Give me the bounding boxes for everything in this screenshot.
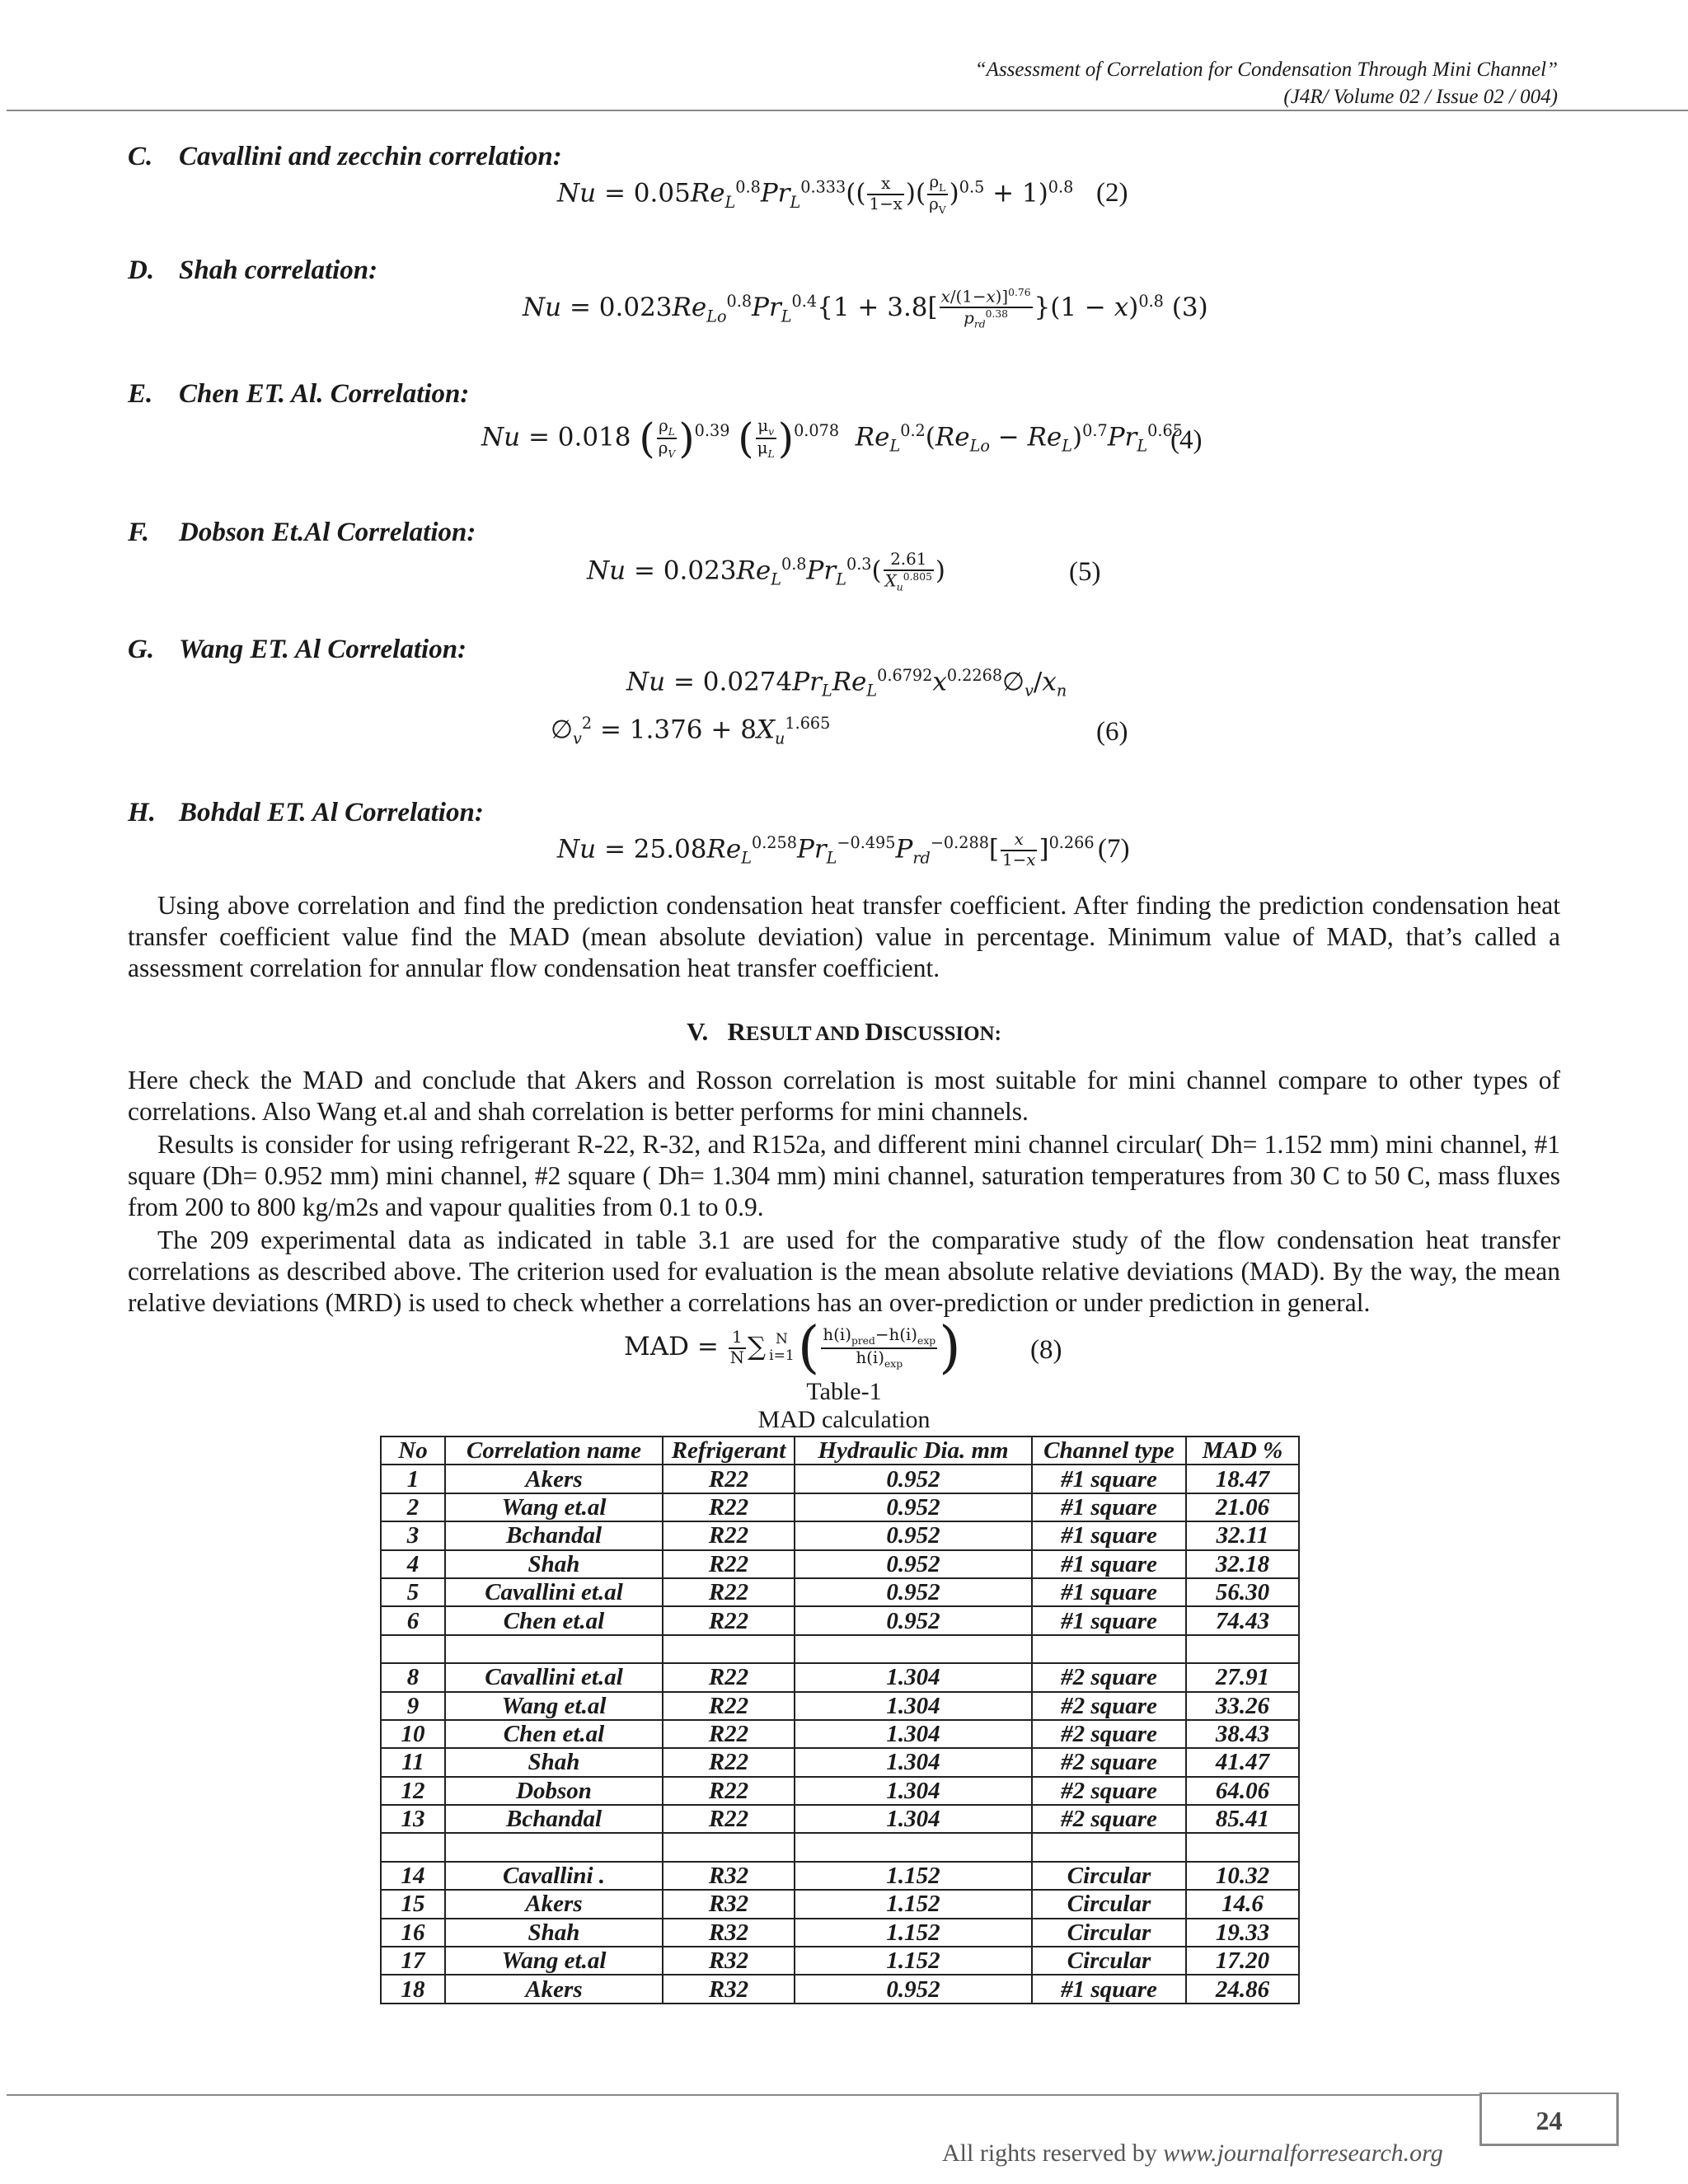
table-cell: 13 xyxy=(381,1805,445,1833)
running-header xyxy=(975,56,1558,110)
section-g-heading xyxy=(128,635,467,665)
section-title: Dobson Et.Al Correlation: xyxy=(179,518,476,547)
table-cell: 0.952 xyxy=(795,1578,1032,1606)
table-cell xyxy=(445,1635,663,1663)
table-row xyxy=(381,1919,1299,1947)
section-letter: D. xyxy=(128,255,155,285)
heading-numeral: V. xyxy=(687,1017,709,1046)
table-cell: 32.18 xyxy=(1186,1550,1299,1578)
footer-divider xyxy=(7,2094,1480,2096)
table-row xyxy=(381,1805,1299,1833)
section-title: Cavallini and zecchin correlation: xyxy=(179,142,562,171)
equation-number: (8) xyxy=(1030,1335,1062,1365)
table-row xyxy=(381,1606,1299,1634)
table-cell xyxy=(1186,1833,1299,1861)
table-cell: R22 xyxy=(663,1521,795,1549)
table-header-row xyxy=(381,1436,1299,1465)
table-row xyxy=(381,1521,1299,1549)
table-cell: R32 xyxy=(663,1975,795,2003)
table-cell: 6 xyxy=(381,1606,445,1634)
table-cell: 4 xyxy=(381,1550,445,1578)
section-d-heading xyxy=(128,255,377,286)
table-cell: 1 xyxy=(381,1465,445,1493)
column-header: MAD % xyxy=(1186,1436,1299,1465)
column-header: Refrigerant xyxy=(663,1436,795,1465)
section-title: Shah correlation: xyxy=(179,255,378,285)
table-cell: R32 xyxy=(663,1862,795,1890)
table-row xyxy=(381,1692,1299,1720)
table-cell: Bchandal xyxy=(445,1805,663,1833)
table-cell: Circular xyxy=(1032,1890,1186,1918)
equation-wang-phi: $\emptyset_v^2 = 1.376 + 8X_u^{1.665}$ xyxy=(551,714,831,748)
table-cell: R22 xyxy=(663,1493,795,1521)
table-cell: 1.304 xyxy=(795,1748,1032,1776)
footer-site-link[interactable]: www.journalforresearch.org xyxy=(1163,2139,1443,2167)
table-cell: 41.47 xyxy=(1186,1748,1299,1776)
table-cell: Wang et.al xyxy=(445,1947,663,1975)
table-row xyxy=(381,1663,1299,1691)
table-cell: R22 xyxy=(663,1720,795,1748)
heading-rest1: ESULT AND xyxy=(745,1023,865,1045)
section-letter: H. xyxy=(128,798,156,827)
equation-number: (2) xyxy=(1096,178,1128,208)
table-cell: #1 square xyxy=(1032,1465,1186,1493)
header-issue: (J4R/ Volume 02 / Issue 02 / 004) xyxy=(1283,86,1558,108)
table-cell: 16 xyxy=(381,1919,445,1947)
table-cell: Shah xyxy=(445,1919,663,1947)
table-cell xyxy=(795,1833,1032,1861)
table-cell: 15 xyxy=(381,1890,445,1918)
table-cell: Cavallini . xyxy=(445,1862,663,1890)
paragraph-text: Using above correlation and find the prediction condensation heat transfer coefficient. After finding the prediction condensation heat transfer coefficient value find the MAD (mean absolute deviation) value in percentage. Minimum value of MAD, that’s called a assessment correlation for annular flow condensation heat transfer coefficient. xyxy=(128,891,1560,982)
table-row xyxy=(381,1890,1299,1918)
table-row xyxy=(381,1720,1299,1748)
table-cell: #1 square xyxy=(1032,1975,1186,2003)
table-cell: Chen et.al xyxy=(445,1720,663,1748)
table-row xyxy=(381,1777,1299,1805)
table-cell: Circular xyxy=(1032,1947,1186,1975)
table-cell xyxy=(1032,1635,1186,1663)
table-cell: Shah xyxy=(445,1748,663,1776)
section-letter: C. xyxy=(128,142,153,171)
table-cell: #1 square xyxy=(1032,1550,1186,1578)
table-cell: 9 xyxy=(381,1692,445,1720)
table-cell: R32 xyxy=(663,1919,795,1947)
equation-cavallini: $Nu = 0.05Re_L^{0.8}Pr_L^{0.333}$(( $\frac{x}{1-x}$ )( $\frac{\rho_L}{\rho_V}$ )$^{0.5}$ + 1)$^{0.8}$ xyxy=(557,172,1074,217)
table-cell: Wang et.al xyxy=(445,1692,663,1720)
table-cell: 12 xyxy=(381,1777,445,1805)
table-cell: R22 xyxy=(663,1550,795,1578)
section-letter: G. xyxy=(128,635,155,664)
table-cell: R32 xyxy=(663,1947,795,1975)
column-header: Channel type xyxy=(1032,1436,1186,1465)
table-cell xyxy=(381,1833,445,1861)
table-cell: 64.06 xyxy=(1186,1777,1299,1805)
table-cell: R22 xyxy=(663,1578,795,1606)
table-cell: 1.304 xyxy=(795,1720,1032,1748)
table-cell: 85.41 xyxy=(1186,1805,1299,1833)
table-cell: 33.26 xyxy=(1186,1692,1299,1720)
footer-copyright xyxy=(942,2139,1443,2168)
table-cell: R22 xyxy=(663,1777,795,1805)
mad-table xyxy=(380,1436,1300,2004)
table-cell: 56.30 xyxy=(1186,1578,1299,1606)
section-h-heading xyxy=(128,798,484,828)
table-cell: 38.43 xyxy=(1186,1720,1299,1748)
table-cell: Shah xyxy=(445,1550,663,1578)
table-cell xyxy=(381,1635,445,1663)
table-cell: 10.32 xyxy=(1186,1862,1299,1890)
table-cell xyxy=(1032,1833,1186,1861)
table-cell: 0.952 xyxy=(795,1975,1032,2003)
table-cell: R22 xyxy=(663,1692,795,1720)
page-number: 24 xyxy=(1536,2106,1563,2135)
table-cell: 3 xyxy=(381,1521,445,1549)
table-cell: Wang et.al xyxy=(445,1493,663,1521)
table-cell: Akers xyxy=(445,1975,663,2003)
footer-prefix: All rights reserved by xyxy=(942,2139,1164,2167)
equation-number: (4) xyxy=(1170,425,1203,455)
table-cell: 1.152 xyxy=(795,1890,1032,1918)
table-cell: #2 square xyxy=(1032,1805,1186,1833)
table-cell: 1.304 xyxy=(795,1805,1032,1833)
table-cell: 17.20 xyxy=(1186,1947,1299,1975)
column-header: Hydraulic Dia. mm xyxy=(795,1436,1032,1465)
table-cell: 18 xyxy=(381,1975,445,2003)
table-row xyxy=(381,1833,1299,1861)
table-cell: 8 xyxy=(381,1663,445,1691)
table-row xyxy=(381,1635,1299,1663)
table-cell: 1.304 xyxy=(795,1692,1032,1720)
table-cell: 19.33 xyxy=(1186,1919,1299,1947)
table-cell: 2 xyxy=(381,1493,445,1521)
table-cell: #2 square xyxy=(1032,1692,1186,1720)
section-c-heading xyxy=(128,142,562,172)
section-letter: F. xyxy=(128,518,150,547)
table-cell: R22 xyxy=(663,1606,795,1634)
equation-dobson: $Nu = 0.023Re_L^{0.8}Pr_L^{0.3}$( $\frac{2.61}{X_u^{0.805}}$ ) xyxy=(587,550,946,593)
table-cell: Circular xyxy=(1032,1919,1186,1947)
table-title: MAD calculation xyxy=(757,1406,931,1433)
table-cell: 1.304 xyxy=(795,1663,1032,1691)
table-cell: #1 square xyxy=(1032,1578,1186,1606)
table-cell: 1.304 xyxy=(795,1777,1032,1805)
table-cell: 1.152 xyxy=(795,1919,1032,1947)
table-cell: Bchandal xyxy=(445,1521,663,1549)
table-cell: Chen et.al xyxy=(445,1606,663,1634)
paragraph-intro xyxy=(128,890,1560,984)
table-cell: Akers xyxy=(445,1465,663,1493)
table-cell: #2 square xyxy=(1032,1777,1186,1805)
table-cell: 32.11 xyxy=(1186,1521,1299,1549)
equation-number: (6) xyxy=(1096,717,1128,747)
table-cell: #1 square xyxy=(1032,1521,1186,1549)
table-cell: 0.952 xyxy=(795,1606,1032,1634)
equation-chen: Nu = 0.018 ( $\frac{\rho_L}{\rho_V}$ )$^{0.39}$ ( $\frac{\mu_v}{\mu_L}$ )$^{0.078}$ $Re_L^{0.2}(Re_{Lo} - Re_L)^{0.7}Pr_L^{0.65}$ xyxy=(481,415,1183,462)
table-cell: Circular xyxy=(1032,1862,1186,1890)
table-cell: 1.152 xyxy=(795,1862,1032,1890)
column-header: No xyxy=(381,1436,445,1465)
table-cell: R22 xyxy=(663,1805,795,1833)
table-cell: Dobson xyxy=(445,1777,663,1805)
section-f-heading xyxy=(128,518,476,548)
table-cell: #2 square xyxy=(1032,1720,1186,1748)
paragraph-result-2 xyxy=(128,1129,1560,1223)
section-letter: E. xyxy=(128,379,153,409)
table-row xyxy=(381,1947,1299,1975)
table-cell: 0.952 xyxy=(795,1521,1032,1549)
heading-rest2: ISCUSSION: xyxy=(883,1023,1001,1045)
table-row xyxy=(381,1493,1299,1521)
table-cell: 11 xyxy=(381,1748,445,1776)
table-caption: Table-1 xyxy=(806,1378,882,1405)
table-cell: R22 xyxy=(663,1465,795,1493)
table-cell: 0.952 xyxy=(795,1550,1032,1578)
table-cell: 74.43 xyxy=(1186,1606,1299,1634)
table-cell: #2 square xyxy=(1032,1748,1186,1776)
heading-r: R xyxy=(727,1017,746,1046)
table-body xyxy=(381,1465,1299,2003)
table-cell: 14 xyxy=(381,1862,445,1890)
heading-d: D xyxy=(865,1017,884,1046)
header-title: “Assessment of Correlation for Condensation Through Mini Channel” xyxy=(974,59,1558,81)
table-cell: R22 xyxy=(663,1748,795,1776)
column-header: Correlation name xyxy=(445,1436,663,1465)
table-cell: 24.86 xyxy=(1186,1975,1299,2003)
table-row xyxy=(381,1975,1299,2003)
table-cell: #2 square xyxy=(1032,1663,1186,1691)
section-title: Wang ET. Al Correlation: xyxy=(179,635,467,664)
table-row xyxy=(381,1578,1299,1606)
paragraph-text: The 209 experimental data as indicated in table 3.1 are used for the comparative study of the flow condensation heat transfer correlations as described above. The criterion used for evaluation is the mean absolute relative deviations (MAD). By the way, the mean relative deviations (MRD) is used to check whether a correlations has an over-prediction or under prediction in general. xyxy=(128,1226,1560,1317)
table-cell: 18.47 xyxy=(1186,1465,1299,1493)
equation-mad: MAD = $\frac{1}{N}$ ∑ N i=1 ( $\frac{h(i)_{pred}-h(i)_{exp}}{h(i)_{exp}}$ ) xyxy=(624,1315,961,1380)
paragraph-text: Here check the MAD and conclude that Akers and Rosson correlation is most suitable for mini channel compare to other types of correlations. Also Wang et.al and shah correlation is better performs for mini channels. xyxy=(128,1066,1560,1126)
section-e-heading xyxy=(128,379,469,410)
table-cell: 27.91 xyxy=(1186,1663,1299,1691)
table-cell: #1 square xyxy=(1032,1606,1186,1634)
table-cell xyxy=(1186,1635,1299,1663)
table-cell: R22 xyxy=(663,1663,795,1691)
paragraph-result-3 xyxy=(128,1225,1560,1319)
table-row xyxy=(381,1748,1299,1776)
table-row xyxy=(381,1550,1299,1578)
table-cell: 10 xyxy=(381,1720,445,1748)
table-row xyxy=(381,1465,1299,1493)
table-cell: 14.6 xyxy=(1186,1890,1299,1918)
paragraph-text: Results is consider for using refrigerant R-22, R-32, and R152a, and different mini channel circular( Dh= 1.152 mm) mini channel, #1 square (Dh= 0.952 mm) mini channel, #2 square ( Dh= 1.304 mm) mini channel, saturation temperatures from 30 C to 50 C, mass fluxes from 200 to 800 kg/m2s and vapour qualities from 0.1 to 0.9. xyxy=(128,1130,1560,1221)
section-title: Chen ET. Al. Correlation: xyxy=(179,379,470,409)
section-title: Bohdal ET. Al Correlation: xyxy=(179,798,484,827)
table-cell xyxy=(663,1635,795,1663)
equation-wang: $Nu = 0.0274Pr_LRe_L^{0.6792}x^{0.2268}\emptyset_v/x_n$ xyxy=(626,666,1067,701)
header-divider xyxy=(7,110,1688,111)
table-row xyxy=(381,1862,1299,1890)
paragraph-result-1 xyxy=(128,1065,1560,1127)
table-cell: Akers xyxy=(445,1890,663,1918)
table-cell xyxy=(445,1833,663,1861)
table-cell: 17 xyxy=(381,1947,445,1975)
page-number-box xyxy=(1479,2094,1619,2146)
section-heading-result xyxy=(0,1017,1688,1047)
table-cell: 0.952 xyxy=(795,1465,1032,1493)
table-cell: R32 xyxy=(663,1890,795,1918)
table-cell: 0.952 xyxy=(795,1493,1032,1521)
equation-shah: $Nu = 0.023Re_{Lo}^{0.8}Pr_L^{0.4}\{1 + 3.8$[ $\frac{x/(1-x)]^{0.76}}{p_{rd}^{0.38}}$ }$(1 - x)^{0.8}$ (3) xyxy=(523,287,1208,330)
equation-bohdal: $Nu = 25.08Re_L^{0.258}Pr_L^{-0.495}P_{rd}^{-0.288}$[ $\frac{x}{1-x}$ ]$^{0.266}$ xyxy=(557,830,1095,869)
table-cell: Cavallini et.al xyxy=(445,1663,663,1691)
table-cell: Cavallini et.al xyxy=(445,1578,663,1606)
table-cell: #1 square xyxy=(1032,1493,1186,1521)
table-cell xyxy=(663,1833,795,1861)
table-cell: 5 xyxy=(381,1578,445,1606)
equation-number: (7) xyxy=(1098,834,1130,864)
equation-number: (5) xyxy=(1069,557,1101,587)
table-cell xyxy=(795,1635,1032,1663)
table-cell: 1.152 xyxy=(795,1947,1032,1975)
table-cell: 21.06 xyxy=(1186,1493,1299,1521)
